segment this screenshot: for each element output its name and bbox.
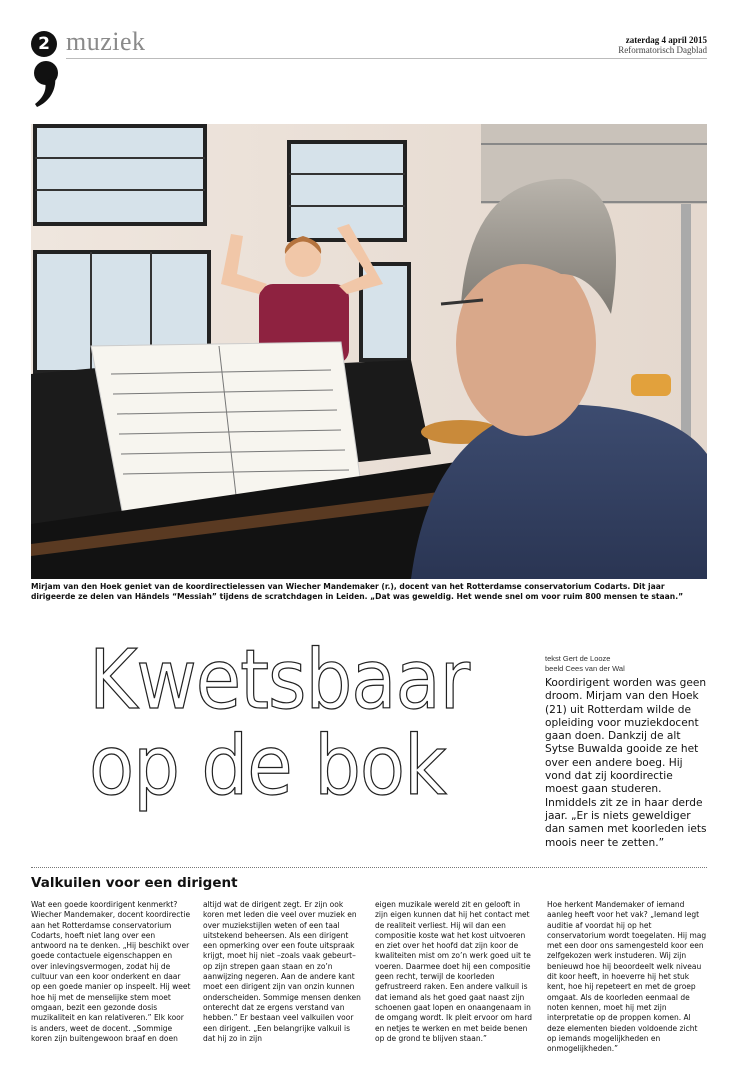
sidebar-title: Valkuilen voor een dirigent [31,875,238,891]
section-title: muziek [66,27,146,56]
dateline [618,35,707,55]
sidebar-text-1: Wat een goede koordirigent kenmerkt? Wiecher Mandemaker, docent koordirectie aan het Rotterdamse conservatorium Codarts, hoeft niet lang over een antwoord na te denken. „Hij beschikt over goede contactuele eigenschappen en over inlevingsvermogen, zodat hij de cultuur van een koor onderkent en daar op een goede manier op inspeelt. Hij weet hoe hij met de menselijke stem moet omgaan, bezit een gezonde dosis muzikaliteit en kan relativeren.” Elk koor is anders, weet de docent. „Sommige koren zijn buitengewoon braaf en doen [31,900,191,1043]
issue-date: zaterdag 4 april 2015 [625,35,707,45]
sidebar-column-1 [31,900,191,1054]
headline-line-2: op de bok [89,719,446,814]
sidebar-text-3: eigen muzikale wereld zit en gelooft in zijn eigen kunnen dat hij het contact met de realiteit verliest. Hij wil dan een compositie koste wat het kost uitvoeren en ziet over het hoofd dat zijn koor de kwaliteiten mist om zo’n werk goed uit te voeren. Daarmee doet hij een compositie geen recht, terwijl de koorleden gefrustreerd raken. Een andere valkuil is dat iemand als het goed gaat naast zijn schoenen gaat lopen en onaangenaam in de omgang wordt. Ik pleit ervoor om hard en netjes te werken en met beide benen op de grond te blijven staan.” [375,900,532,1043]
sidebar-column-3 [375,900,535,1054]
intro-paragraph: Koordirigent worden was geen droom. Mirjam van den Hoek (21) uit Rotterdam wilde de opleiding voor muziekdocent gaan doen. Dankzij de alt Sytse Buwalda gooide ze het over een andere boeg. Hij vond dat zij koordirectie moest gaan studeren. Inmiddels zit ze in haar derde jaar. „Er is niets geweldiger dan samen met koorleden iets moois neer te zetten.” [545,677,707,849]
sidebar-column-2 [203,900,363,1054]
headline-line-1: Kwetsbaar [89,633,470,728]
publication-name: Reformatorisch Dagblad [618,45,707,55]
dotted-divider [31,867,707,868]
sidebar-text-2: altijd wat de dirigent zegt. Er zijn ook koren met leden die veel over muziek en over muziekstijlen weten of een taal uitstekend beheersen. Als een dirigent een opmerking over een foute uitspraak krijgt, moet hij niet –zoals vaak gebeurt– op zijn strepen gaan staan en zo’n aanwijzing negeren. Aan de andere kant moet een dirigent zijn van onzin kunnen onderscheiden. Sommige mensen denken onterecht dat ze ergens verstand van hebben.” Er bestaan veel valkuilen voor een dirigent. „Een belangrijke valkuil is dat hij zo in zijn [203,900,361,1043]
headline [89,633,470,814]
byline [545,654,625,674]
byline-text: tekst Gert de Looze [545,654,611,663]
main-photo [31,124,707,579]
page-number-badge: 2 [31,31,57,57]
comma-logo-icon [31,60,61,108]
photo-caption: Mirjam van den Hoek geniet van de koordirectielessen van Wiecher Mandemaker (r.), docent van het Rotterdamse conservatorium Codarts. Dit jaar dirigeerde ze delen van Händels “Messiah” tijdens de scratchdagen in Leiden. „Dat was geweldig. Het wende snel om voor ruim 800 mensen te staan.” [31,582,684,601]
sidebar-column-4 [547,900,707,1054]
header-rule [66,58,707,59]
photo-illustration [31,124,707,579]
byline-photo: beeld Cees van der Wal [545,664,625,673]
sidebar-columns [31,900,707,1054]
sidebar-text-4: Hoe herkent Mandemaker of iemand aanleg heeft voor het vak? „Iemand legt auditie af voordat hij op het conservatorium wordt toegelaten. Hij mag met een door ons samengesteld koor een zelfgekozen werk instuderen. Wij zijn benieuwd hoe hij beoordeelt welk niveau dit koor heeft, in hoeverre hij het stuk kent, hoe hij repeteert en met de groep omgaat. Als de koorleden eenmaal de noten kennen, moet hij met zijn interpretatie op de proppen komen. Al deze elementen bieden voldoende zicht op iemands mogelijkheden en onmogelijkheden.” [547,900,707,1054]
